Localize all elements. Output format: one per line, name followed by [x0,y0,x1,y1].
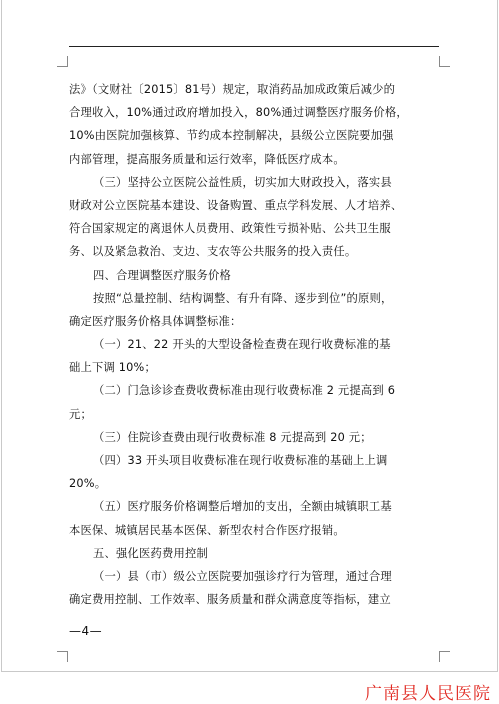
text-line: 确定医疗服务价格具体调整标准： [69,314,242,328]
text-line: 确定费用控制、工作效率、服务质量和群众满意度等指标，建立 [69,593,391,607]
text-line: （二）门急诊诊查费收费标准由现行收费标准 2 元提高到 6 [93,384,396,398]
text-line: 按照“总量控制、结构调整、有升有降、逐步到位”的原则， [93,291,393,305]
text-line: （一）21、22 开头的大型设备检查费在现行收费标准的基 [93,338,391,352]
hospital-watermark: 广南县人民医院 [365,684,491,704]
text-line: 符合国家规定的离退休人员费用、政策性亏损补贴、公共卫生服 [69,222,391,236]
text-line: 务、以及紧急救治、支边、支农等公共服务的投入责任。 [69,245,357,259]
text-line: 内部管理，提高服务质量和运行效率，降低医疗成本。 [69,152,345,166]
crop-mark-bottom-left [57,651,68,662]
text-line: （五）医疗服务价格调整后增加的支出，全额由城镇职工基 [93,500,392,514]
document-page [1,0,498,672]
text-line: 五、强化医药费用控制 [93,546,208,560]
header-rule [69,46,439,47]
text-line: 本医保、城镇居民基本医保、新型农村合作医疗报销。 [69,523,345,537]
text-line: 四、合理调整医疗服务价格 [93,268,231,282]
text-line: 10%由医院加强核算、节约成本控制解决，县级公立医院要加强 [69,129,394,143]
text-line: 财政对公立医院基本建设、设备购置、重点学科发展、人才培养、 [69,198,403,212]
text-line: 础上下调 10%； [69,361,156,375]
text-line: 合理收入，10%通过政府增加投入，80%通过调整医疗服务价格， [69,106,408,120]
text-line: 20%。 [69,477,107,491]
text-line: （三）坚持公立医院公益性质，切实加大财政投入，落实县 [93,175,392,189]
text-line: （一）县（市）级公立医院要加强诊疗行为管理，通过合理 [93,569,392,583]
crop-mark-bottom-right [439,651,450,662]
text-line: 法》（文财社〔2015〕81号）规定，取消药品加成政策后减少的 [69,83,396,96]
text-line: （四）33 开头项目收费标准在现行收费标准的基础上上调 [93,454,388,467]
document-body [69,78,441,611]
page-number: —4— [69,624,103,638]
text-line: （三）住院诊查费由现行收费标准 8 元提高到 20 元； [93,430,372,444]
crop-mark-top-right [439,56,450,67]
text-line: 元； [69,407,92,421]
crop-mark-top-left [57,56,68,67]
